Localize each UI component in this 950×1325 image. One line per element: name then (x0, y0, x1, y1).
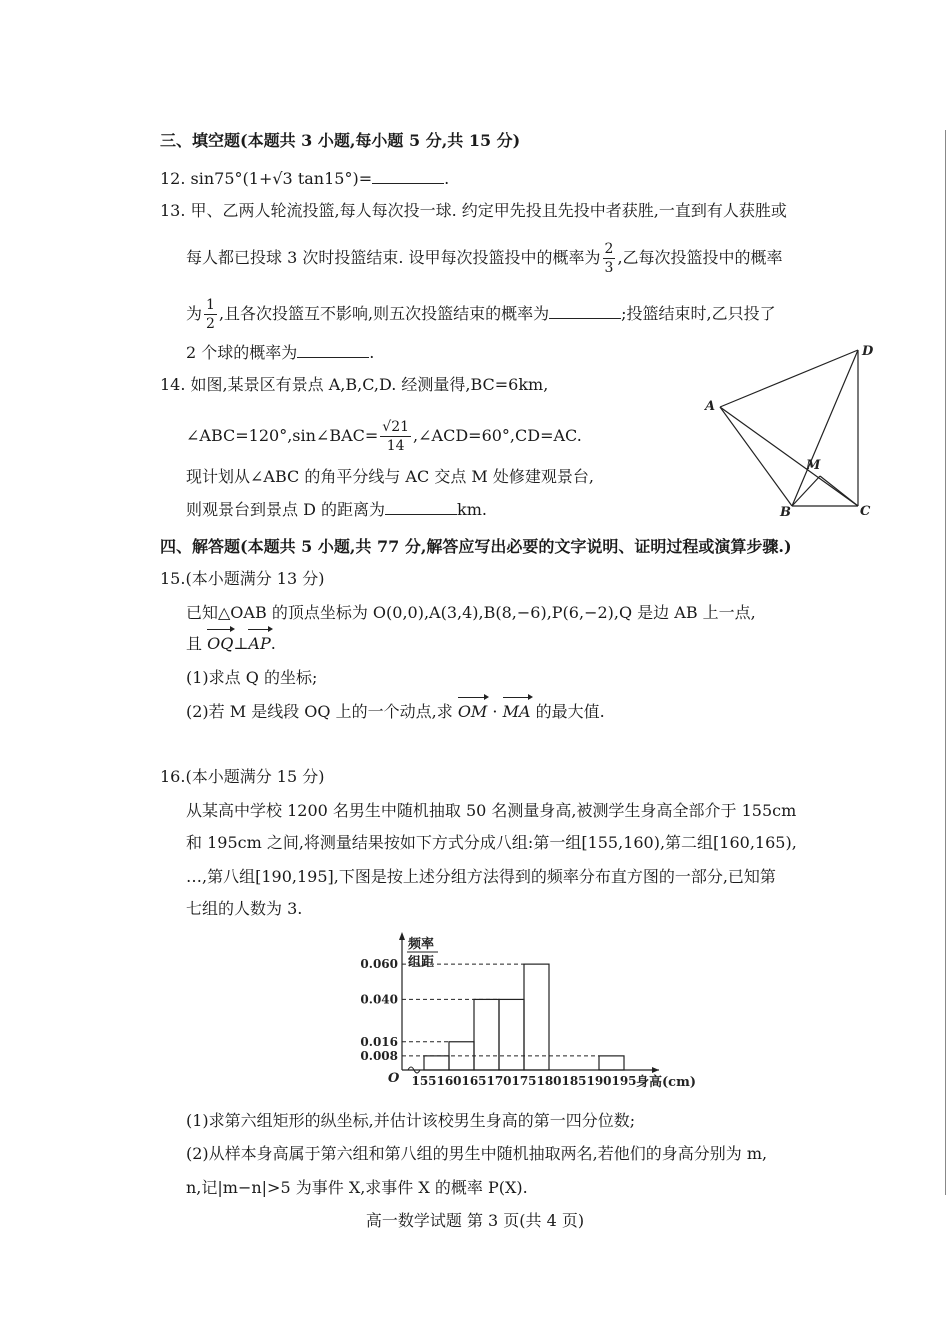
q13-line4-text-b: . (369, 343, 375, 362)
x-axis-label: 身高(cm) (636, 1075, 696, 1090)
q14-line4 (186, 498, 487, 521)
segment-ac (720, 407, 858, 506)
q14-line3: 现计划从∠ABC 的角平分线与 AC 交点 M 处修建观景台, (186, 467, 594, 486)
q14-line4-text-a: 则观景台到景点 D 的距离为 (186, 500, 386, 519)
q13-line3 (186, 296, 776, 333)
q16-line2: 和 195cm 之间,将测量结果按如下方式分成八组:第一组[155,160),第二组[160,165), (186, 833, 797, 852)
y-tick-label-0.060: 0.060 (360, 957, 398, 972)
vector-ma: MA (502, 702, 531, 721)
x-tick-label-175: 175 (511, 1074, 537, 1088)
vector-om: OM (457, 702, 488, 721)
y-axis-label-top: 频率 (408, 937, 435, 952)
q16-title: 16.(本小题满分 15 分) (160, 767, 325, 786)
q12-text: 12. sin75°(1+√3 tan15°)= (160, 169, 373, 188)
y-tick-label-0.040: 0.040 (360, 992, 398, 1007)
q13-line2-text-a: 每人都已投球 3 次时投篮结束. 设甲每次投篮投中的概率为 (186, 248, 601, 267)
q13-frac2-num: 1 (206, 297, 215, 313)
q15-title: 15.(本小题满分 13 分) (160, 569, 325, 588)
label-b: B (780, 505, 791, 520)
histogram-bar-155-160 (424, 1056, 449, 1070)
x-tick-label-155: 155 (411, 1074, 437, 1088)
q13-line4-text-a: 2 个球的概率为 (186, 343, 298, 362)
x-axis-arrow (652, 1067, 659, 1073)
histogram-bar-165-170 (474, 999, 499, 1070)
page-margin-rule (945, 130, 946, 1195)
perpendicular-symbol: ⊥ (233, 634, 249, 653)
q12-end: . (444, 169, 450, 188)
x-tick-label-180: 180 (536, 1074, 562, 1088)
label-c: C (860, 504, 871, 519)
segment-ab (720, 407, 792, 506)
y-tick-label-0.016: 0.016 (360, 1034, 398, 1049)
q14-frac-num: √21 (382, 419, 410, 435)
q13-answer-blank-1 (549, 302, 621, 319)
q13-frac2-den: 2 (206, 316, 215, 332)
q16-part2-line2: n,记|m−n|>5 为事件 X,求事件 X 的概率 P(X). (186, 1178, 528, 1197)
page-footer: 高一数学试题 第 3 页(共 4 页) (365, 1211, 585, 1230)
origin-label: O (388, 1071, 400, 1086)
q13-line1: 13. 甲、乙两人轮流投篮,每人每次投一球. 约定甲先投且先投中者获胜,一直到有人获胜或 (160, 201, 787, 220)
q14-geometry-figure (700, 338, 880, 523)
q13-fraction-two-thirds (603, 240, 616, 277)
q14-frac-den: 14 (386, 438, 405, 454)
q14-answer-blank (385, 498, 457, 515)
q13-fraction-one-half (204, 296, 217, 333)
vector-oq: OQ (207, 634, 234, 653)
height-frequency-histogram (350, 930, 710, 1095)
segment-mc (820, 476, 858, 506)
q13-answer-blank-2 (297, 341, 369, 358)
q16-line1: 从某高中学校 1200 名男生中随机抽取 50 名测量身高,被测学生身高全部介于 155cm (186, 801, 797, 820)
q15-part1: (1)求点 Q 的坐标; (186, 668, 318, 687)
q15-line2 (186, 633, 276, 655)
q13-frac1-den: 3 (604, 260, 614, 276)
label-d: D (862, 344, 874, 359)
question-12 (160, 167, 449, 190)
q15-part2-text-b: 的最大值. (535, 702, 605, 721)
q16-line4: 七组的人数为 3. (186, 899, 303, 918)
vector-ap: AP (248, 634, 271, 653)
q13-line4 (186, 341, 374, 364)
histogram-bar-190-195 (599, 1056, 624, 1070)
x-tick-label-165: 165 (461, 1074, 487, 1088)
section-4-heading: 四、解答题(本题共 5 小题,共 77 分,解答应写出必要的文字说明、证明过程或演算步骤.) (160, 537, 792, 556)
q15-line2-text-b: . (270, 634, 276, 653)
q14-line2-text-a: ∠ABC=120°,sin∠BAC= (186, 426, 379, 445)
q14-line4-text-b: km. (457, 500, 487, 519)
x-tick-label-160: 160 (436, 1074, 462, 1088)
x-tick-label-195: 195 (611, 1074, 637, 1088)
label-a: A (705, 399, 716, 414)
q16-line3: …,第八组[190,195],下图是按上述分组方法得到的频率分布直方图的一部分,已知第 (186, 867, 776, 886)
segment-bm (792, 476, 820, 506)
q15-line1: 已知△OAB 的顶点坐标为 O(0,0),A(3,4),B(8,−6),P(6,−2),Q 是边 AB 上一点, (186, 603, 756, 622)
q15-part2-text-a: (2)若 M 是线段 OQ 上的一个动点,求 (186, 702, 453, 721)
q16-part1: (1)求第六组矩形的纵坐标,并估计该校男生身高的第一四分位数; (186, 1111, 636, 1130)
x-tick-label-170: 170 (486, 1074, 512, 1088)
histogram-bar-175-180 (524, 964, 549, 1070)
q13-line2-text-b: ,乙每次投篮投中的概率 (617, 248, 783, 267)
q13-line3-text-b: ,且各次投篮互不影响,则五次投篮结束的概率为 (218, 304, 550, 323)
section-3-heading: 三、填空题(本题共 3 小题,每小题 5 分,共 15 分) (160, 131, 521, 150)
q12-answer-blank (372, 167, 444, 184)
q13-line3-text-c: ;投篮结束时,乙只投了 (621, 304, 776, 323)
histogram-bar-170-175 (499, 999, 524, 1070)
q16-part2-line1: (2)从样本身高属于第六组和第八组的男生中随机抽取两名,若他们的身高分别为 m, (186, 1144, 768, 1163)
q13-line2 (186, 240, 783, 277)
q15-part2 (186, 701, 605, 723)
y-tick-label-0.008: 0.008 (360, 1048, 398, 1063)
q13-frac1-num: 2 (604, 241, 614, 257)
x-tick-label-190: 190 (586, 1074, 612, 1088)
q14-line2 (186, 418, 582, 455)
q15-line2-text-a: 且 (186, 634, 203, 653)
q14-fraction-sqrt21-over-14 (380, 418, 411, 455)
q14-line2-text-b: ,∠ACD=60°,CD=AC. (413, 426, 582, 445)
q14-line1: 14. 如图,某景区有景点 A,B,C,D. 经测量得,BC=6km, (160, 375, 549, 394)
label-m: M (806, 458, 821, 473)
y-axis-label-bottom: 组距 (408, 955, 435, 970)
dot-product-symbol: · (487, 702, 503, 721)
y-axis-arrow (399, 932, 405, 940)
q13-line3-text-a: 为 (186, 304, 203, 323)
x-tick-label-185: 185 (561, 1074, 587, 1088)
